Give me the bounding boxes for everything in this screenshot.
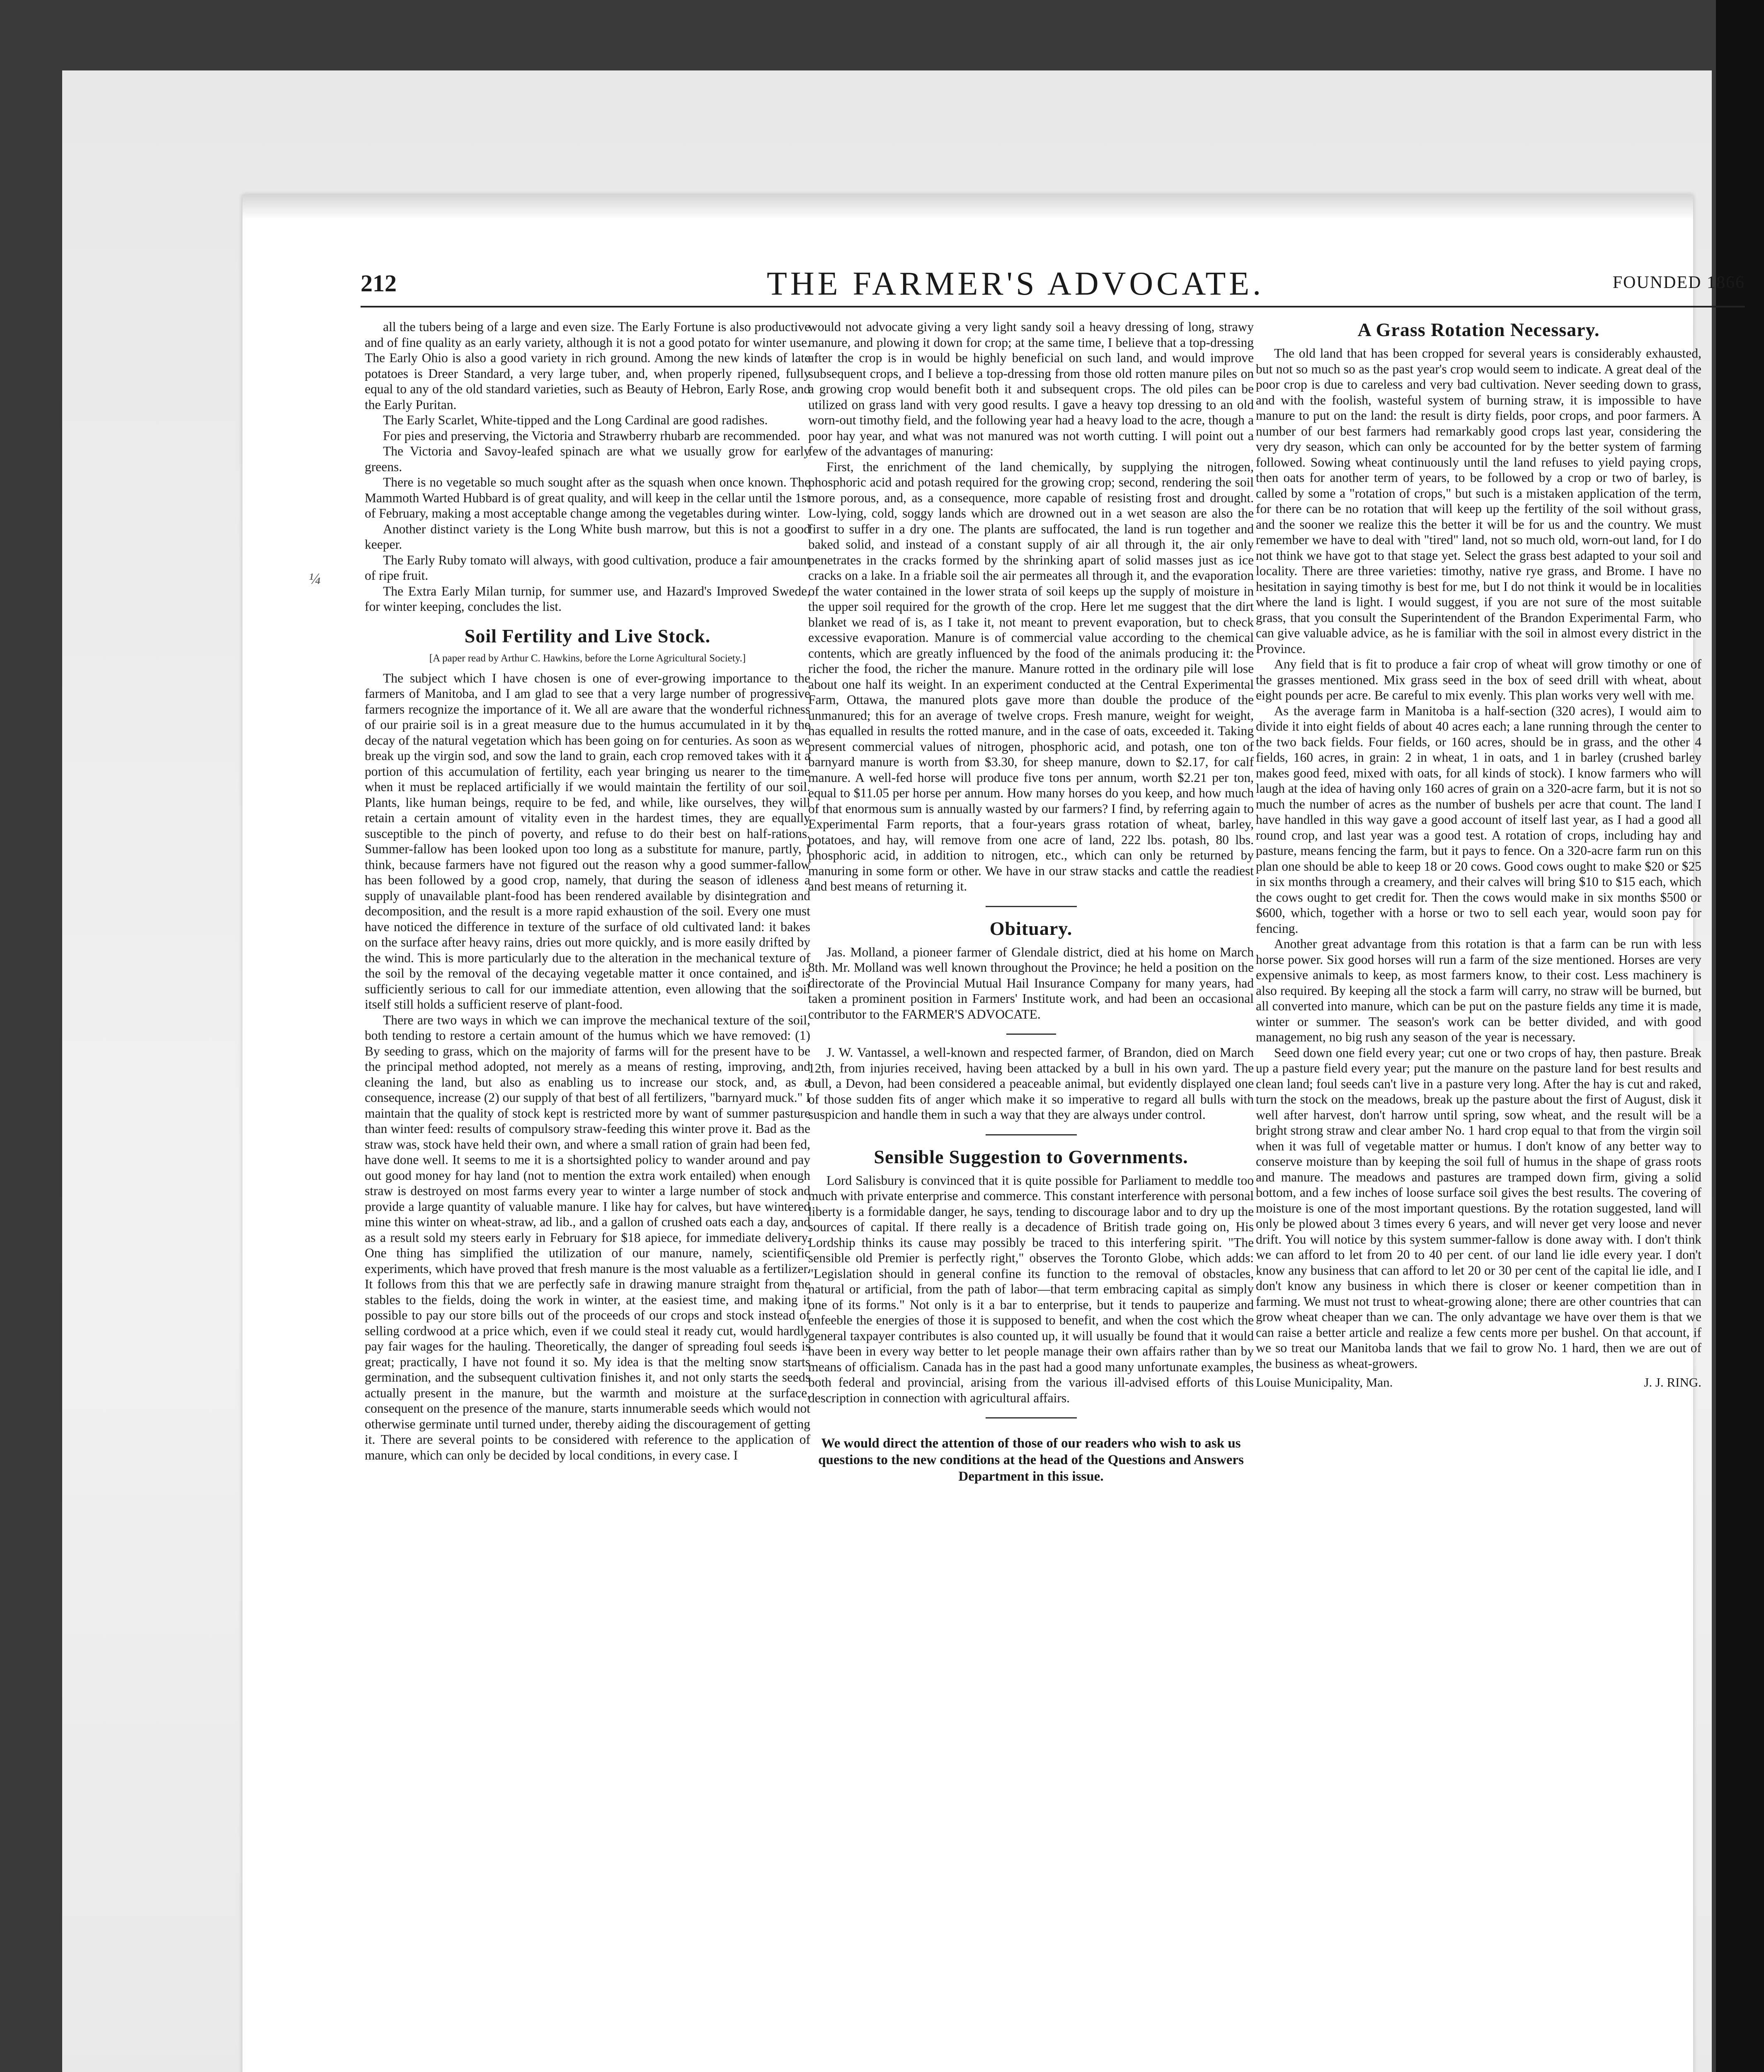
signature-row	[1256, 1375, 1701, 1390]
section-divider	[1006, 1034, 1056, 1035]
margin-pencil-mark: ¼	[309, 570, 321, 588]
paragraph: For pies and preserving, the Victoria and Strawberry rhubarb are recommended.	[383, 428, 800, 443]
column-3	[1256, 319, 1701, 1390]
signature-name: J. J. RING.	[1644, 1375, 1701, 1389]
paragraph: First, the enrichment of the land chemically, by supplying the nitrogen, phosphoric acid and potash required for the growing crop; second, rendering the soil more porous, and, as a consequence, more capable of resisting frost and drought. Low-lying, cold, soggy lands which are drowned out in a wet season are also the first to suffer in a dry one. The plants are suffocated, the land is run together and baked solid, and instead of a constant supply of air all through it, the air only penetrates in the cracks formed by the shrinking apart of solid masses just as ice cracks on a lake. In a friable soil the air permeates all through it, and the evaporation of the water contained in the lower strata of soil keeps up the supply of moisture in the upper soil required for the growth of the crop. Here let me suggest that the dirt blanket we read of is, as I take it, not meant to prevent evaporation, but to check excessive evaporation. Manure is of commercial value according to the chemical contents, which are greatly influenced by the food of the animals producing it: the richer the food, the richer the manure. Manure rotted in the ordinary pile will lose about one half its weight. In an experiment conducted at the Central Experimental Farm, Ottawa, the manured plots gave more than double the produce of the unmanured; this for an average of twelve crops. Fresh manure, weight for weight, has equalled in results the rotted manure, and in the case of oats, exceeded it. Taking present commercial values of nitrogen, phosphoric acid, and potash, one ton of barnyard manure is worth from $3.30, for sheep manure, down to $2.17, for calf manure. A well-fed horse will produce five tons per annum, worth $2.21 per ton, equal to $11.05 per horse per annum. How many horses do you keep, and how much of that enormous sum is annually wasted by our farmers? I find, by referring again to Experimental Farm reports, that a four-years grass rotation of wheat, barley, potatoes, and hay, will remove from one acre of land, 222 lbs. potash, 80 lbs. phosphoric acid, in addition to nitrogen, etc., which can only be returned by manuring in some form or other. We have in our straw stacks and cattle the readiest and best means of returning it.	[808, 459, 1254, 893]
column-2	[808, 319, 1254, 1485]
paragraph: would not advocate giving a very light sandy soil a heavy dressing of long, strawy manure, and plowing it down for crop; at the same time, I believe that a top-dressing after the crop is in would be highly beneficial on such land, and would improve subsequent crops, and I believe a top-dressing from those old rotten manure piles on a growing crop would benefit both it and subsequent crops. The old piles can be utilized on grass land with very good results. I gave a heavy top dressing to an old worn-out timothy field, and the following year had a heavy load to the acre, though a poor hay year, and what was not manured was not worth cutting. I will point out a few of the advantages of manuring:	[808, 320, 1254, 458]
paragraph: Another great advantage from this rotation is that a farm can be run with less horse power. Six good horses will run a farm of the size mentioned. Horses are very expensive animals to keep, as most farmers know, to their cost. Less machinery is also required. By keeping all the stock a farm will carry, no straw will be burned, but all converted into manure, which can be put on the pasture fields any time it is made, winter or summer. The season's work can be better divided, and with good management, no big rush any season of the year is necessary.	[1256, 937, 1701, 1044]
section-divider	[986, 906, 1077, 907]
article-title-obituary: Obituary.	[989, 917, 1073, 939]
paragraph: The Extra Early Milan turnip, for summer use, and Hazard's Improved Swede, for winter keeping, concludes the list.	[365, 583, 810, 614]
page-number: 212	[361, 270, 397, 297]
page-fold-shadow	[242, 195, 1693, 220]
scan-dark-edge	[1716, 0, 1764, 2072]
paragraph: The Early Scarlet, White-tipped and the Long Cardinal are good radishes.	[383, 413, 768, 427]
paragraph: Lord Salisbury is convinced that it is quite possible for Parliament to meddle too much with private enterprise and commerce. This constant interference with personal liberty is a formidable danger, he says, tending to discourage labor and to dry up the sources of capital. If there really is a decadence of British trade going on, His Lordship thinks its cause may possibly be traced to this interfering spirit. "The sensible old Premier is perfectly right," observes the Toronto Globe, which adds: "Legislation should in general confine its function to the removal of obstacles, natural or artificial, from the path of labor—that term embracing capital as simply one of its forms." Not only is it a bar to enterprise, but it tends to pauperize and enfeeble the energies of those it is supposed to benefit, and when the cost which the general taxpayer contributes is also counted up, it will usually be found that it would have been in every way better to let people manage their own affairs rather than by means of officialism. Canada has in the past had a good many unfortunate examples, both federal and provincial, arising from the various ill-advised efforts of this description in connection with agricultural affairs.	[808, 1173, 1254, 1405]
article-title-sensible-suggestion: Sensible Suggestion to Governments.	[874, 1146, 1188, 1167]
signature-place: Louise Municipality, Man.	[1256, 1375, 1393, 1389]
section-divider	[986, 1417, 1077, 1418]
article-credit: [A paper read by Arthur C. Hawkins, before the Lorne Agricultural Society.]	[429, 652, 746, 664]
paragraph: The Victoria and Savoy-leafed spinach are what we usually grow for early greens.	[365, 444, 810, 474]
paragraph: The old land that has been cropped for several years is considerably exhausted, but not so much so as the past year's crop would seem to indicate. A great deal of the poor crop is due to careless and very bad cultivation. Never seeding down to grass, and with the foolish, wasteful system of burning straw, it is impossible to have manure to put on the land: the result is dirty fields, poor crops, and poor farmers. A number of our best farmers had remarkably good crops last year, considering the very dry season, which can only be accounted for by the better system of farming followed. Sowing wheat continuously until the land refuses to yield paying crops, then oats for another term of years, to be followed by a crop or two of barley, is called by some a "rotation of crops," but such is a mistaken application of the term, for there can be no rotation that will keep up the fertility of the soil without grass, and the sooner we realize this the better it will be for us and the country. We must remember we have to deal with "tired" land, not so much old, worn-out land, for I do not think we have got to that stage yet. Select the grass best adapted to your soil and locality. There are three varieties: timothy, native rye grass, and Brome. I have no hesitation in saying timothy is best for me, but I do not think it would be in localities where the land is light. I would suggest, if you are not sure of the most suitable grass, that you consult the Superintendent of the Brandon Experimental Farm, who can give valuable advice, as he is familiar with the soil in almost every district in the Province.	[1256, 346, 1701, 656]
paragraph: Another distinct variety is the Long White bush marrow, but this is not a good keeper.	[365, 521, 810, 552]
paragraph: As the average farm in Manitoba is a half-section (320 acres), I would aim to divide it into eight fields of about 40 acres each; a lane running through the center to the two back fields. Four fields, or 160 acres, should be in grass, and the other 4 fields, 160 acres, in grain: 2 in wheat, 1 in oats, and 1 in barley (crushed barley makes good feed, mixed with oats, for all kinds of stock). I know farmers who will laugh at the idea of having only 160 acres of grain on a 320-acre farm, but it is not so much the number of acres as the number of bushels per acre that count. The land I have handled in this way gave a good account of itself last year, as I had a good all round crop, and last year was a good test. A rotation of crops, including hay and pasture, means fencing the farm, but it pays to fence. On a 320-acre farm run on this plan one should be able to keep 18 or 20 cows. Good cows ought to make $20 or $25 in six months through a creamery, and their calves will bring $10 to $15 each, which the cows ought to get credit for. Then the cows would make in six months $500 or $600, which, together with a horse or two to sell each year, would soon pay for fencing.	[1256, 703, 1701, 936]
article-title-grass-rotation: A Grass Rotation Necessary.	[1357, 319, 1600, 340]
paragraph: There is no vegetable so much sought after as the squash when once known. The Mammoth Warted Hubbard is of great quality, and will keep in the cellar until the 1st of February, making a most acceptable change among the vegetables during winter.	[365, 475, 810, 520]
paragraph: Any field that is fit to produce a fair crop of wheat will grow timothy or one of the grasses mentioned. Mix grass seed in the box of seed drill with wheat, about eight pounds per acre. Be careful to mix evenly. This plan works very well with me.	[1256, 657, 1701, 702]
paragraph: The Early Ruby tomato will always, with good cultivation, produce a fair amount of ripe fruit.	[365, 552, 810, 583]
page-header	[361, 265, 1745, 311]
paragraph: There are two ways in which we can improve the mechanical texture of the soil, both tending to restore a certain amount of the humus which we have removed: (1) By seeding to grass, which on the majority of farms will for the present have to be the principal method adopted, not merely as a means of resting, improving, and cleaning the land, but also as enabling us to increase our stock, and, as a consequence, increase (2) our supply of that best of all fertilizers, "barnyard muck." I maintain that the quality of stock kept is restricted more by want of summer pasture than winter feed: results of compulsory straw-feeding this winter prove it. Bad as the straw was, stock have held their own, and where a small ration of grain had been fed, have done well. It seems to me it is a shortsighted policy to wander around and pay out good money for hay land (not to mention the extra work entailed) when enough straw is destroyed on most farms every year to winter a large number of stock and provide a large quantity of valuable manure. I like hay for calves, but have wintered mine this winter on wheat-straw, ad lib., and a gallon of crushed oats each a day, and as a result sold my steers early in February for $18 apiece, for immediate delivery. One thing has simplified the utilization of our manure, namely, scientific experiments, which have proved that fresh manure is the most valuable as a fertilizer. It follows from this that we are perfectly safe in drawing manure straight from the stables to the fields, doing the work in winter, at the easiest time, and making it possible to pay our store bills out of the proceeds of our crops and stock instead of selling cordwood at a price which, even if we could steal it ready cut, would hardly pay fair wages for the hauling. Theoretically, the danger of spreading foul seeds is great; practically, I have not found it so. My idea is that the melting snow starts germination, and the subsequent cultivation finishes it, and not only starts the seeds actually present in the manure, but the warmth and moisture at the surface, consequent on the presence of the manure, starts innumerable seeds which would not otherwise germinate until turned under, thereby aiding the discouragement of getting it. There are several points to be considered with reference to the application of manure, which can only be decided by local conditions, in every case. I	[365, 1012, 810, 1462]
column-1	[365, 319, 810, 1463]
article-title-soil-fertility: Soil Fertility and Live Stock.	[464, 625, 711, 646]
header-rule	[361, 306, 1745, 307]
paragraph: Seed down one field every year; cut one or two crops of hay, then pasture. Break up a pasture field every year; put the manure on the pasture land for best results and clean land; foul seeds can't live in a pasture very long. After the hay is cut and raked, turn the stock on the meadows, break up the pasture about the first of August, disk it well after harvest, don't harrow until spring, sow wheat, and the result will be a bright strong straw and clear amber No. 1 hard crop equal to that from the virgin soil when it was full of vegetable matter or humus. I don't know of any better way to conserve moisture than by keeping the soil full of humus in the shape of grass roots and manure. The meadows and pastures are tramped down firm, giving a solid bottom, and a few inches of loose surface soil gives the best results. The covering of moisture is one of the most important questions. By the rotation suggested, land will only be plowed about 3 times every 6 years, and will never get very loose and never drift. You will notice by this system summer-fallow is done away with. I don't think we can afford to let from 20 to 40 per cent. of our land lie idle every year. I don't know any business that can afford to let 20 or 30 per cent of the capital lie idle, and I don't know any business in which there is closer or keener competition than in farming. We must not trust to wheat-growing alone; there are other countries that can grow wheat cheaper than we can. The only advantage we have over them is that we can raise a better article and realize a few cents more per bushel. On that account, if we so treat our Manitoba lands that we fail to grow No. 1 hard, then we are out of the business as wheat-growers.	[1256, 1045, 1701, 1371]
section-divider	[986, 1134, 1077, 1135]
paragraph: The subject which I have chosen is one of ever-growing importance to the farmers of Manitoba, and I am glad to see that a very large number of progressive farmers recognize the importance of it. We all are aware that the wonderful richness of our prairie soil is in a great measure due to the humus accumulated in it by the decay of the natural vegetation which has been going on for centuries. As soon as we break up the virgin sod, and sow the land to grain, each crop removed takes with it a portion of this accumulation of fertility, each year bringing us nearer to the time when it must be replaced artificially if we would maintain the fertility of our soil. Plants, like human beings, require to be fed, and while, like ourselves, they will retain a certain amount of vitality even in the hardest times, they are equally susceptible to the pinch of poverty, and refuse to do their best on half-rations. Summer-fallow has been looked upon too long as a substitute for manure, partly, I think, because farmers have not figured out the reason why a good summer-fallow has been followed by a good crop, namely, that during the season of idleness a supply of unavailable plant-food has been rendered available by disintegration and decomposition, and the result is a more rapid exhaustion of the soil. Every one must have noticed the difference in texture of the surface of old cultivated land: it bakes on the surface after heavy rains, dries out more quickly, and is more easily drifted by the wind. This is more particularly due to the alteration in the mechanical texture of the soil by the removal of the decaying vegetable matter it once contained, and is sufficiently serious to call for our immediate attention, even allowing that the soil itself still holds a sufficient reserve of plant-food.	[365, 670, 810, 1012]
founded-line: FOUNDED 1866	[1612, 273, 1745, 292]
paragraph: all the tubers being of a large and even size. The Early Fortune is also productive and of fine quality as an early variety, although it is not a good potato for winter use. The Early Ohio is also a good variety in rich ground. Among the new kinds of late potatoes is Dreer Standard, a very large tuber, and, when properly ripened, fully equal to any of the old standard varieties, such as Beauty of Hebron, Early Rose, and the Early Puritan.	[365, 320, 810, 412]
paragraph: J. W. Vantassel, a well-known and respected farmer, of Brandon, died on March 12th, from injuries received, having been attacked by a bull in his own yard. The bull, a Devon, had been considered a peaceable animal, but evidently displayed one of those sudden fits of anger which make it so imperative to regard all bulls with suspicion and handle them in such a way that they are always under control.	[808, 1045, 1254, 1122]
editorial-notice: We would direct the attention of those of our readers who wish to ask us questions to the new conditions at the head of the Questions and Answers Department in this issue.	[818, 1436, 1244, 1484]
paragraph: Jas. Molland, a pioneer farmer of Glendale district, died at his home on March 8th. Mr. Molland was well known throughout the Province; he held a position on the directorate of the Provincial Mutual Hail Insurance Company for many years, had taken a prominent position in Farmers' Institute work, and had been an occasional contributor to the FARMER'S ADVOCATE.	[808, 944, 1254, 1021]
masthead-title: THE FARMER'S ADVOCATE.	[767, 266, 1265, 302]
